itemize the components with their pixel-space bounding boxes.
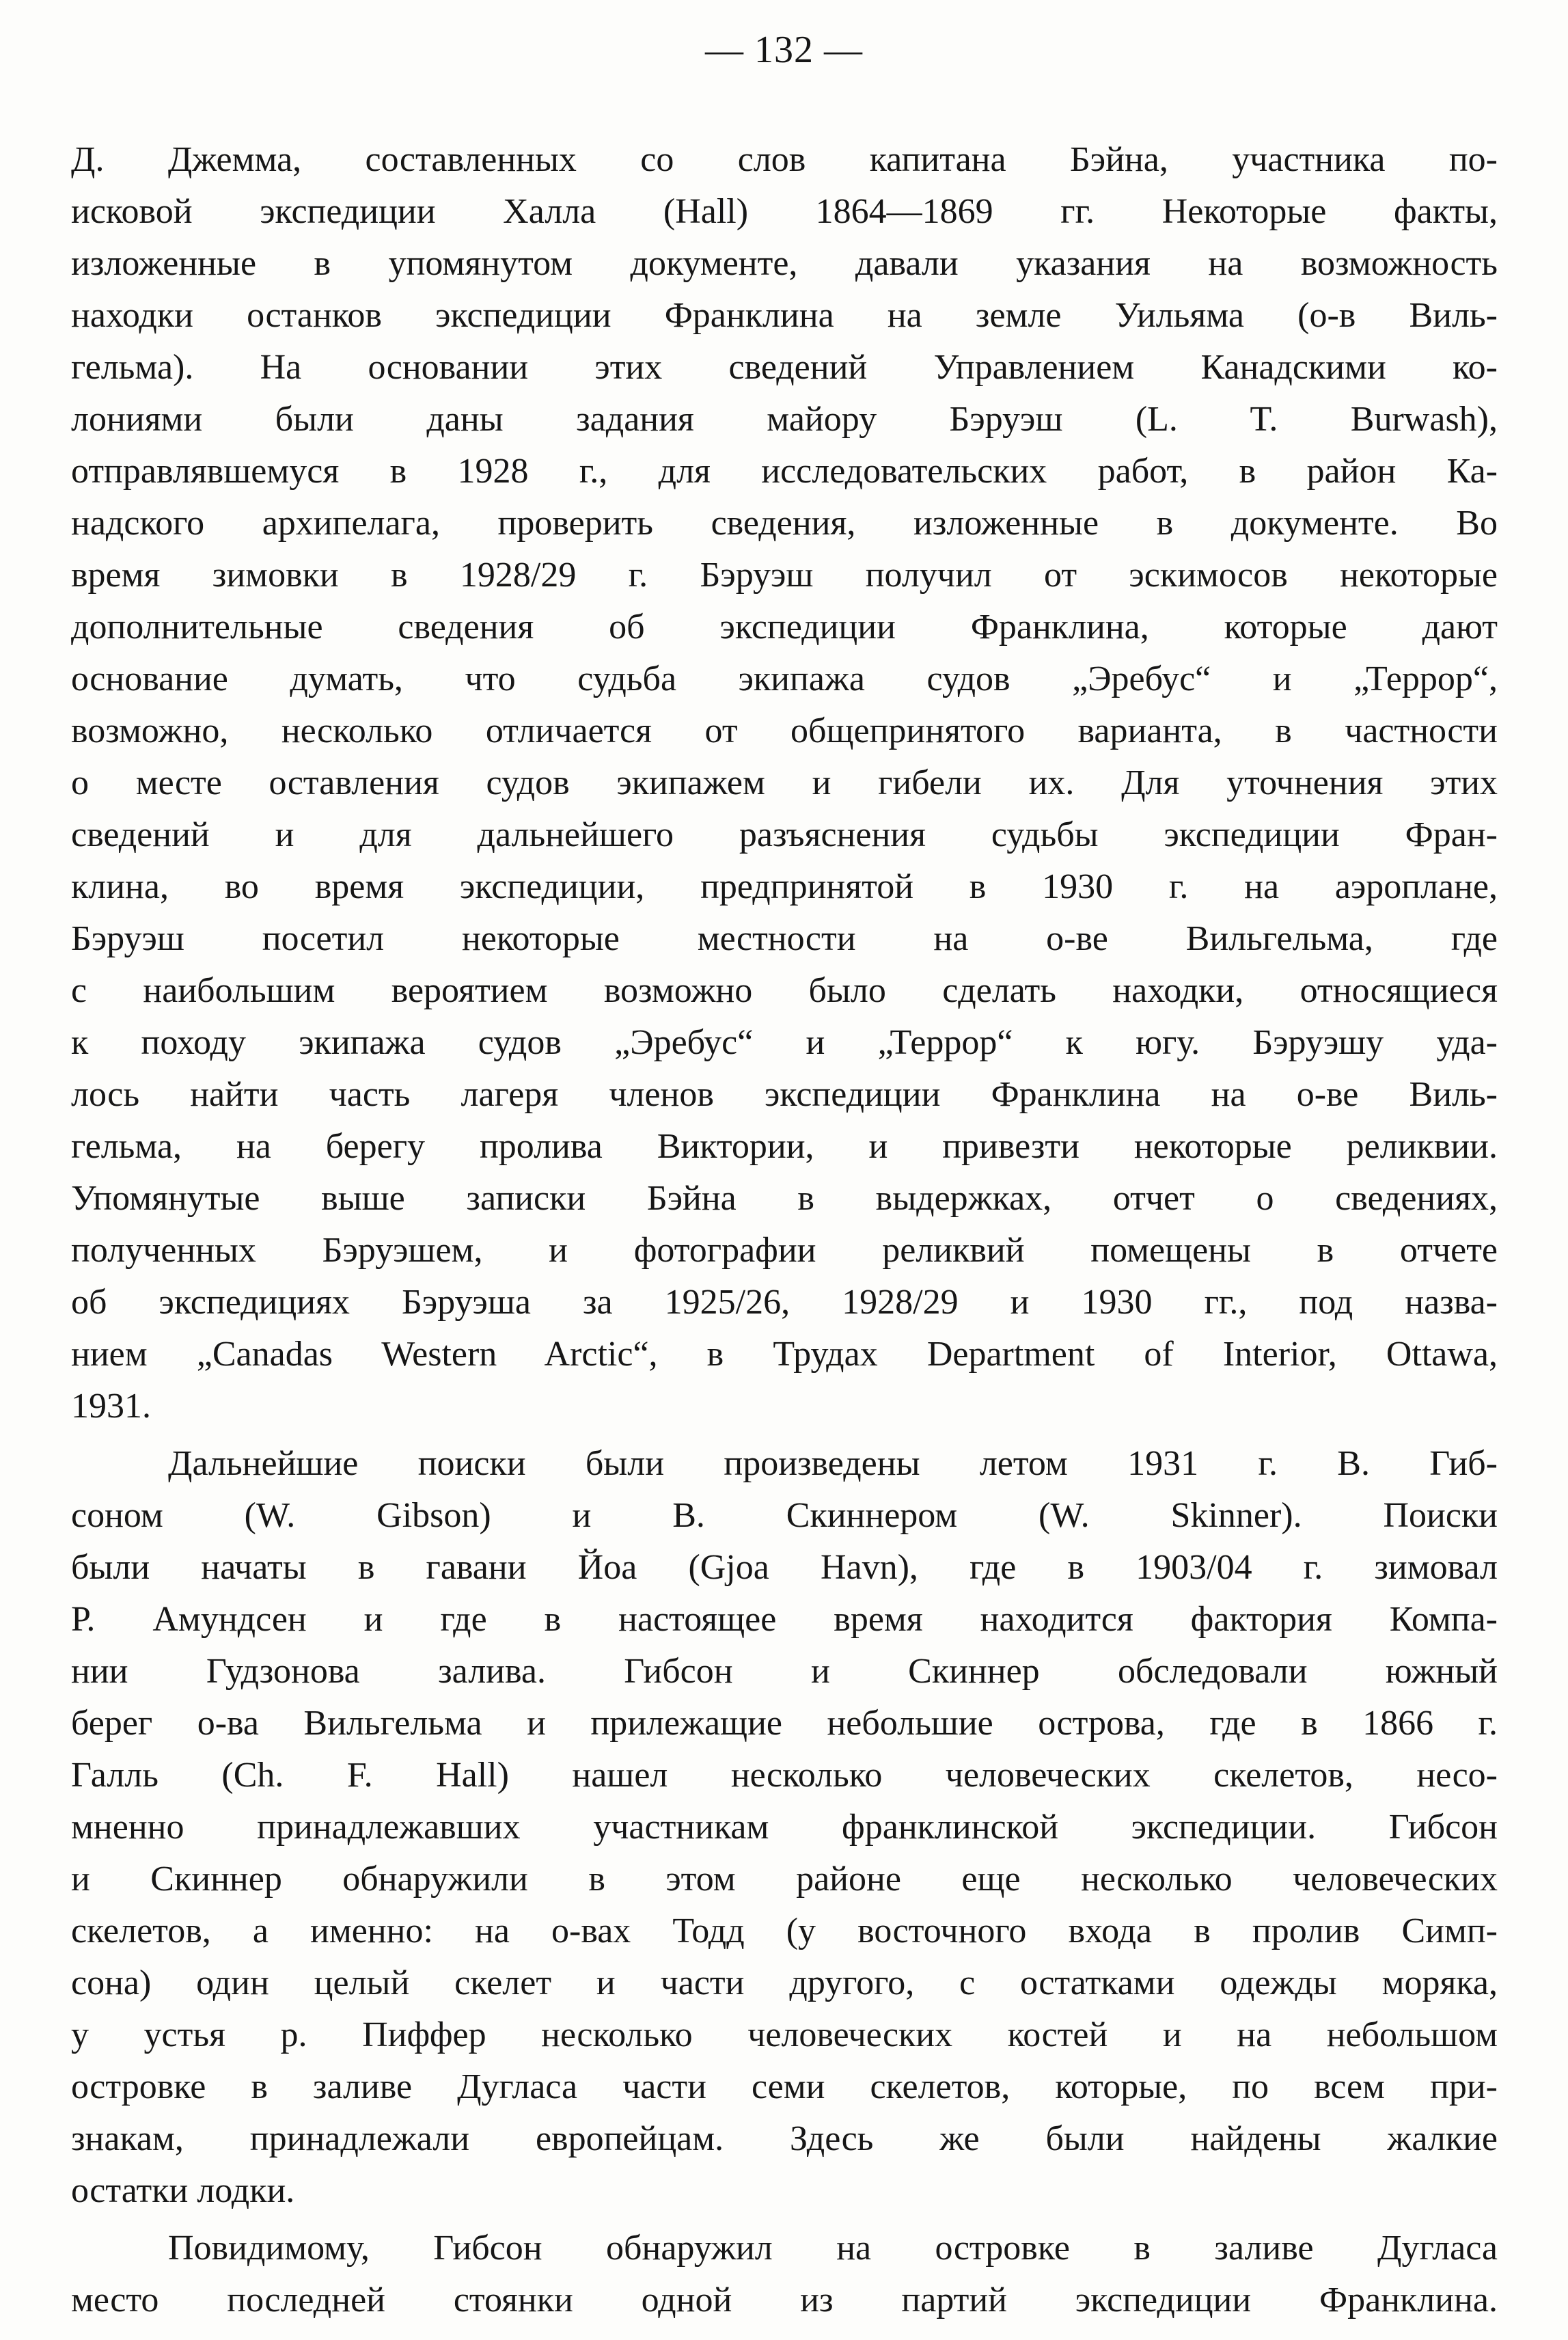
text-line: и Скиннер обнаружили в этом районе еще несколько человеческих [71, 1860, 1498, 1899]
text-line: исковой экспедиции Халла (Hall) 1864—1869 гг. Некоторые факты, [71, 192, 1498, 231]
text-line: Галль (Ch. F. Hall) нашел несколько человеческих скелетов, несо- [71, 1756, 1498, 1795]
text-line: скелетов, а именно: на о-вах Тодд (у восточного входа в пролив Симп- [71, 1912, 1498, 1950]
text-line: Бэруэш посетил некоторые местности на о-ве Вильгельма, где [71, 919, 1498, 958]
text-line: Повидимому, Гибсон обнаружил на островке в заливе Дугласа [168, 2229, 1498, 2268]
text-line: сона) один целый скелет и части другого, с остатками одежды моряка, [71, 1963, 1498, 2002]
text-line: дополнительные сведения об экспедиции Франклина, которые дают [71, 608, 1498, 647]
text-line: Упомянутые выше записки Бэйна в выдержках, отчет о сведениях, [71, 1179, 1498, 1218]
text-line: клина, во время экспедиции, предпринятой в 1930 г. на аэроплане, [71, 867, 1498, 906]
text-line: Дальнейшие поиски были произведены летом 1931 г. В. Гиб- [168, 1444, 1498, 1483]
text-line: берег о-ва Вильгельма и прилежащие небольшие острова, где в 1866 г. [71, 1704, 1498, 1743]
text-line: надского архипелага, проверить сведения, изложенные в документе. Во [71, 504, 1498, 543]
text-line: гельма). На основании этих сведений Управлением Канадскими ко- [71, 348, 1498, 387]
text-line: знакам, принадлежали европейцам. Здесь же были найдены жалкие [71, 2119, 1498, 2158]
text-line: остатки лодки. [71, 2171, 295, 2210]
text-line: гельма, на берегу пролива Виктории, и привезти некоторые реликвии. [71, 1127, 1498, 1166]
text-line: мненно принадлежавших участникам франклинской экспедиции. Гибсон [71, 1808, 1498, 1847]
text-line: изложенные в упомянутом документе, давали указания на возможность [71, 244, 1498, 283]
text-line: лось найти часть лагеря членов экспедиции Франклина на о-ве Виль- [71, 1075, 1498, 1114]
text-line: о месте оставления судов экипажем и гибели их. Для уточнения этих [71, 763, 1498, 802]
text-line: лониями были даны задания майору Бэруэш (L. T. Burwash), [71, 400, 1498, 439]
text-line: к походу экипажа судов „Эребус“ и „Террор“ к югу. Бэруэшу уда- [71, 1023, 1498, 1062]
page-number: — 132 — [705, 29, 863, 71]
text-line: основание думать, что судьба экипажа судов „Эребус“ и „Террор“, [71, 659, 1498, 698]
text-line: место последней стоянки одной из партий экспедиции Франклина. [71, 2281, 1498, 2319]
text-line: нием „Canadas Western Arctic“, в Трудах Department of Interior, Ottawa, [71, 1335, 1498, 1374]
text-line: с наибольшим вероятием возможно было сделать находки, относящиеся [71, 971, 1498, 1010]
text-line: соном (W. Gibson) и В. Скиннером (W. Skinner). Поиски [71, 1496, 1498, 1535]
text-line: возможно, несколько отличается от общепринятого варианта, в частности [71, 711, 1498, 750]
text-line: 1931. [71, 1387, 151, 1426]
text-line: полученных Бэруэшем, и фотографии реликвий помещены в отчете [71, 1231, 1498, 1270]
text-line: отправлявшемуся в 1928 г., для исследовательских работ, в район Ка- [71, 452, 1498, 491]
text-line: об экспедициях Бэруэша за 1925/26, 1928/29 и 1930 гг., под назва- [71, 1283, 1498, 1322]
text-line: Р. Амундсен и где в настоящее время находится фактория Компа- [71, 1600, 1498, 1639]
text-line: нии Гудзонова залива. Гибсон и Скиннер обследовали южный [71, 1652, 1498, 1691]
text-line: у устья р. Пиффер несколько человеческих костей и на небольшом [71, 2015, 1498, 2054]
text-line: Д. Джемма, составленных со слов капитана Бэйна, участника по- [71, 140, 1498, 179]
text-line: были начаты в гавани Йоа (Gjoa Havn), где в 1903/04 г. зимовал [71, 1548, 1498, 1587]
text-line: сведений и для дальнейшего разъяснения судьбы экспедиции Фран- [71, 815, 1498, 854]
text-line: находки останков экспедиции Франклина на земле Уильяма (о-в Виль- [71, 296, 1498, 335]
text-line: время зимовки в 1928/29 г. Бэруэш получил от эскимосов некоторые [71, 556, 1498, 595]
text-line: островке в заливе Дугласа части семи скелетов, которые, по всем при- [71, 2067, 1498, 2106]
